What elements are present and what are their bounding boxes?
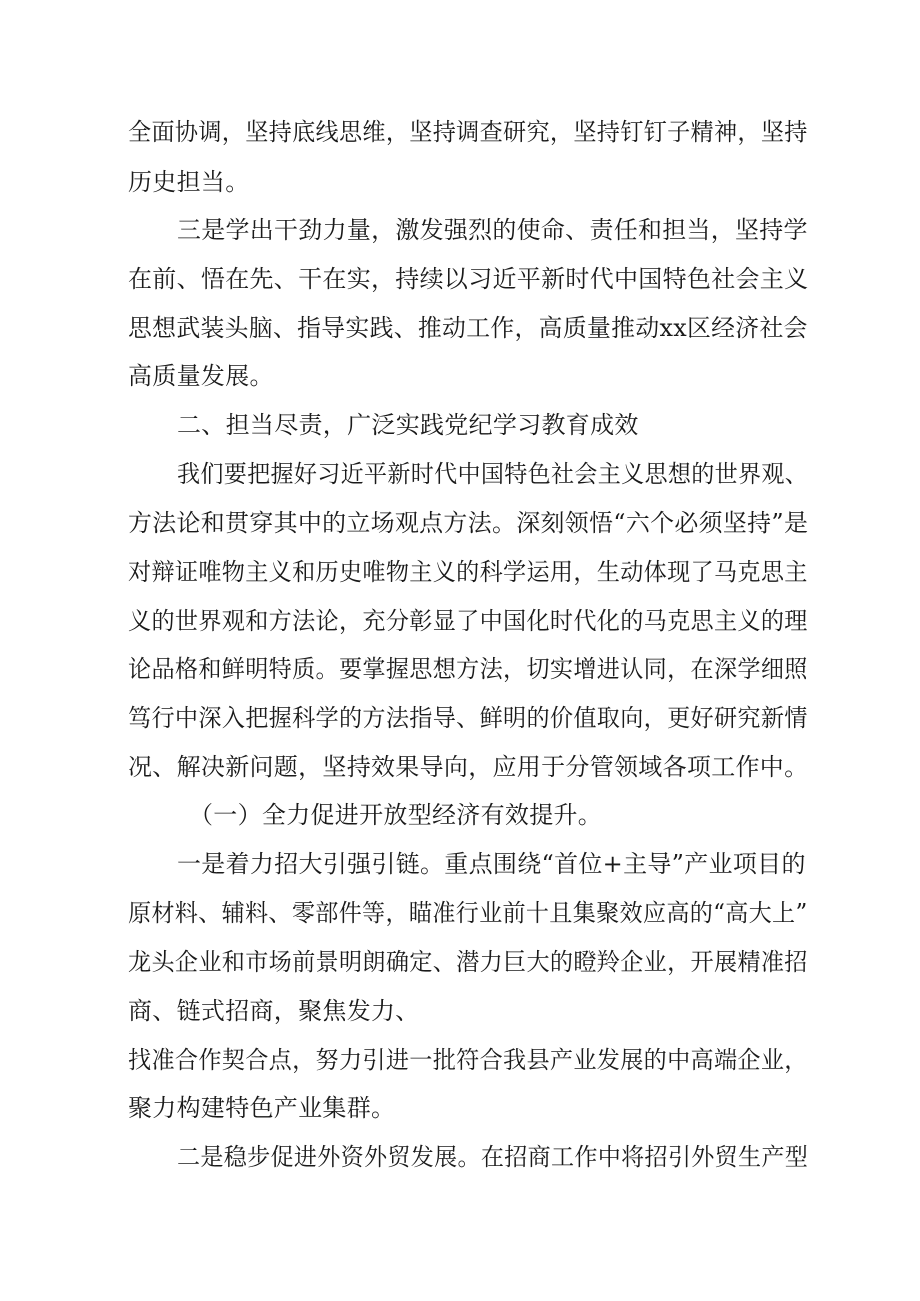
text-line: 方法论和贯穿其中的立场观点方法。深刻领悟“六个必须坚持”是: [128, 509, 809, 537]
text-line: 义的世界观和方法论，充分彰显了中国化时代化的马克思主义的理: [128, 607, 808, 635]
text-line: 全面协调，坚持底线思维，坚持调查研究，坚持钉钉子精神，坚持: [128, 118, 808, 146]
text-line: 龙头企业和市场前景明朗确定、潜力巨大的瞪羚企业，开展精准招: [128, 948, 808, 976]
text-line: 原材料、辅料、零部件等，瞄准行业前十且集聚效应高的“高大上”: [128, 899, 808, 927]
text-line: 聚力构建特色产业集群。: [128, 1094, 396, 1122]
text-line: 对辩证唯物主义和历史唯物主义的科学运用，生动体现了马克思主: [128, 558, 808, 586]
text-line: 笃行中深入把握科学的方法指导、鲜明的价值取向，更好研究新情: [128, 704, 808, 732]
text-line: 在前、悟在先、干在实，持续以习近平新时代中国特色社会主义: [128, 265, 809, 293]
text-line: 思想武装头脑、指导实践、推动工作，高质量推动xx区经济社会: [128, 314, 808, 342]
text-line: 历史担当。: [128, 168, 250, 196]
text-line: 论品格和鲜明特质。要掌握思想方法，切实增进认同，在深学细照: [128, 655, 808, 683]
text-line: 三是学出干劲力量，激发强烈的使命、责任和担当，坚持学: [177, 216, 808, 244]
section-heading: 二、担当尽责，广泛实践党纪学习教育成效: [177, 411, 639, 439]
text-line: 二是稳步促进外资外贸发展。在招商工作中将招引外贸生产型: [177, 1143, 809, 1171]
subsection-heading: （一）全力促进开放型经济有效提升。: [189, 801, 603, 829]
text-line: 一是着力招大引强引链。重点围绕“首位+主导”产业项目的: [177, 850, 806, 878]
text-line: 高质量发展。: [128, 362, 274, 390]
text-line: 我们要把握好习近平新时代中国特色社会主义思想的世界观、: [177, 460, 809, 488]
text-line: 找准合作契合点，努力引进一批符合我县产业发展的中高端企业，: [128, 1046, 808, 1074]
text-line: 商、链式招商，聚焦发力、: [128, 997, 420, 1025]
text-line: 况、解决新问题，坚持效果导向，应用于分管领域各项工作中。: [128, 753, 809, 781]
